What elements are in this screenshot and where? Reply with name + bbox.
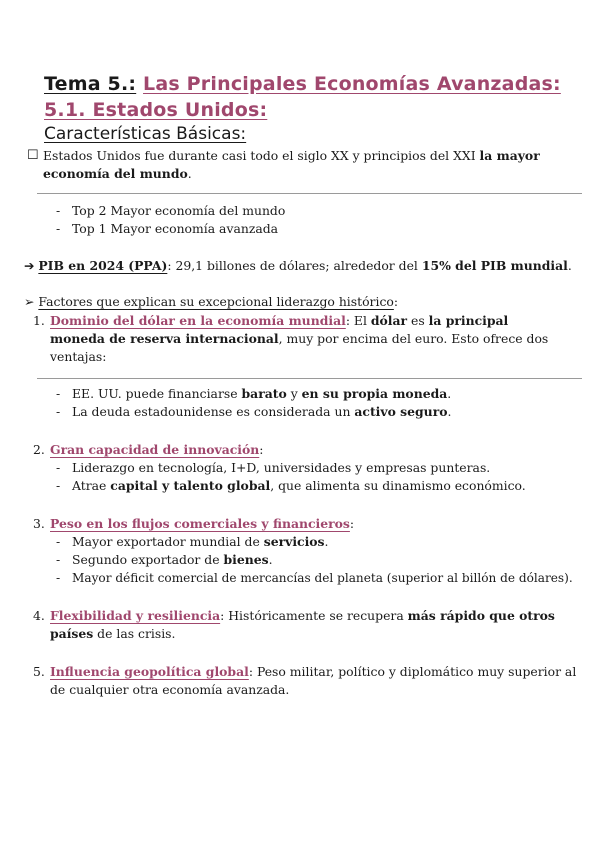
subsection-title: Características Básicas: <box>44 124 247 144</box>
dash-marker: - <box>56 570 61 585</box>
top-item-1: Top 2 Mayor economía del mundo <box>72 203 286 218</box>
intro-line-1 <box>43 147 540 165</box>
top-item-2: Top 1 Mayor economía avanzada <box>72 221 279 236</box>
item-4-title: Flexibilidad y resiliencia <box>50 608 221 623</box>
sub-bold: servicios <box>263 534 325 549</box>
checkbox-icon: ☐ <box>27 148 39 163</box>
pib-line <box>24 257 572 275</box>
item-5-text: : Peso militar, político y diplomático muy superior al <box>248 664 577 679</box>
sub-bold: bienes <box>223 552 269 567</box>
dash-marker: - <box>56 221 61 236</box>
page-title <box>44 73 561 95</box>
item-number-2: 2. <box>33 442 45 457</box>
factores-colon: : <box>393 294 399 309</box>
arrow-icon: ➔ <box>24 258 35 273</box>
item-3-colon: : <box>349 516 355 531</box>
sub-text: EE. UU. puede financiarse <box>72 386 242 401</box>
item-2-sub-2 <box>72 477 526 495</box>
sub-bold: en su propia moneda <box>301 386 448 401</box>
sub-text: y <box>286 386 302 401</box>
item-number-4: 4. <box>33 608 45 623</box>
item-1-text: : El <box>345 313 371 328</box>
divider <box>37 378 582 379</box>
item-5-title: Influencia geopolítica global <box>50 664 249 679</box>
item-number-3: 3. <box>33 516 45 531</box>
tema-title: Las Principales Economías Avanzadas: <box>143 73 561 95</box>
intro-line-2 <box>43 165 192 183</box>
sub-text: . <box>447 386 452 401</box>
sub-text: Segundo exportador de <box>72 552 224 567</box>
pib-text: : 29,1 billones de dólares; alrededor del <box>167 258 422 273</box>
dash-marker: - <box>56 203 61 218</box>
item-1-sub-2 <box>72 403 451 421</box>
dash-marker: - <box>56 404 61 419</box>
item-5-line-2: de cualquier otra economía avanzada. <box>50 682 290 697</box>
dash-marker: - <box>56 386 61 401</box>
sub-text: , que alimenta su dinamismo económico. <box>270 478 526 493</box>
tema-label: Tema 5.: <box>44 73 137 95</box>
intro-period: . <box>187 166 192 181</box>
triangle-bullet-icon: ➢ <box>24 294 35 309</box>
factores-label: Factores que explican su excepcional liderazgo histórico <box>38 294 394 309</box>
item-2-title: Gran capacidad de innovación <box>50 442 260 457</box>
divider <box>37 193 582 194</box>
item-1-bold: la principal <box>428 313 509 328</box>
item-3-sub-3: Mayor déficit comercial de mercancías del planeta (superior al billón de dólares). <box>72 571 573 585</box>
item-1-title: Dominio del dólar en la economía mundial <box>50 313 346 328</box>
sub-text: . <box>447 404 452 419</box>
dash-marker: - <box>56 552 61 567</box>
sub-text: . <box>324 534 329 549</box>
item-5-line-1 <box>50 663 576 681</box>
item-1-bold: dólar <box>370 313 408 328</box>
pib-bold: 15% del PIB mundial <box>421 258 568 273</box>
sub-text: . <box>268 552 273 567</box>
sub-text: Mayor exportador mundial de <box>72 534 264 549</box>
item-3-line-1 <box>50 515 354 533</box>
intro-text: Estados Unidos fue durante casi todo el siglo XX y principios del XXI <box>43 148 480 163</box>
item-4-line-1 <box>50 607 555 625</box>
item-4-text: : Históricamente se recupera <box>220 608 408 623</box>
item-4-bold: más rápido que otros <box>407 608 555 623</box>
dash-marker: - <box>56 534 61 549</box>
intro-bold-2: economía del mundo <box>43 166 188 181</box>
pib-period: . <box>567 258 572 273</box>
sub-text: La deuda estadounidense es considerada un <box>72 404 355 419</box>
item-3-sub-2 <box>72 551 273 569</box>
item-1-line-3: ventajas: <box>50 349 107 364</box>
sub-bold: barato <box>241 386 287 401</box>
sub-text: Atrae <box>72 478 111 493</box>
dash-marker: - <box>56 460 61 475</box>
item-2-colon: : <box>259 442 264 457</box>
sub-bold: capital y talento global <box>110 478 271 493</box>
item-number-1: 1. <box>33 313 45 328</box>
item-1-text: , muy por encima del euro. Esto ofrece dos <box>278 331 549 346</box>
item-number-5: 5. <box>33 664 45 679</box>
item-4-text: de las crisis. <box>93 626 176 641</box>
intro-bold-1: la mayor <box>479 148 540 163</box>
item-4-line-2 <box>50 625 175 643</box>
sub-bold: activo seguro <box>354 404 448 419</box>
item-4-bold: países <box>50 626 94 641</box>
pib-label: PIB en 2024 (PPA) <box>38 258 168 273</box>
item-1-line-1 <box>50 312 508 330</box>
item-1-line-2 <box>50 330 548 348</box>
item-1-text: es <box>407 313 429 328</box>
section-title: 5.1. Estados Unidos: <box>44 99 268 121</box>
dash-marker: - <box>56 478 61 493</box>
item-1-sub-1 <box>72 385 451 403</box>
factores-line <box>24 293 398 311</box>
item-1-bold: moneda de reserva internacional <box>50 331 279 346</box>
item-2-line-1 <box>50 441 263 459</box>
item-2-sub-1: Liderazgo en tecnología, I+D, universidades y empresas punteras. <box>72 460 491 475</box>
item-3-title: Peso en los flujos comerciales y financieros <box>50 516 350 531</box>
item-3-sub-1 <box>72 533 329 551</box>
